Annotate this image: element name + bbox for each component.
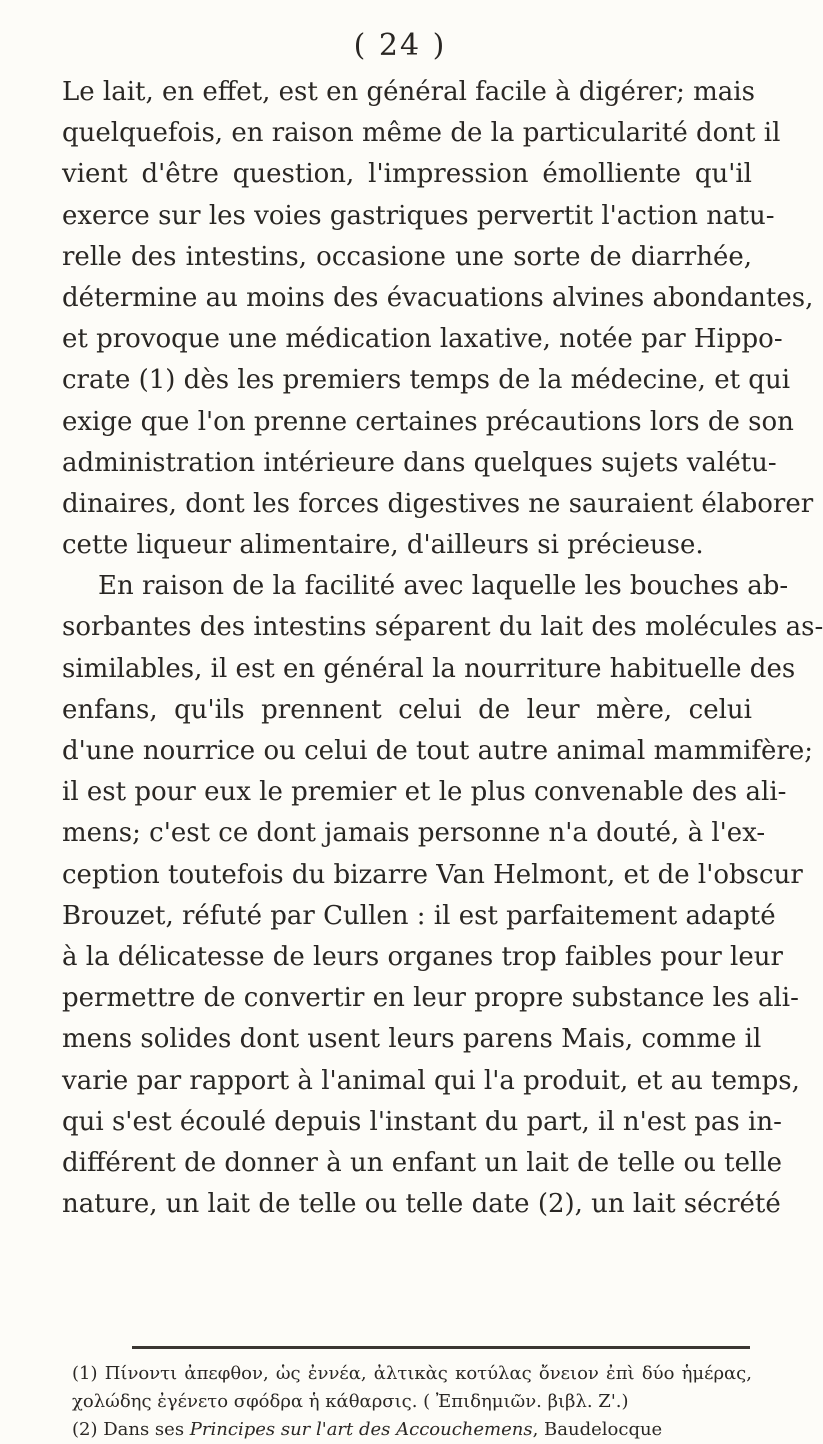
main-text: [62, 72, 823, 1225]
text-line: qui s'est écoulé depuis l'instant du part, il n'est pas in-: [62, 1106, 782, 1137]
text-line: Le lait, en effet, est en général facile à digérer; mais: [62, 77, 755, 107]
footnote-1-line-2: χολώδης ἐγένετο σφόδρα ἡ κάθαρσις. ( Ἐπιδημιῶν. βιβλ. Ζ'.): [72, 1391, 629, 1412]
text-line: permettre de convertir en leur propre substance les ali-: [62, 983, 799, 1014]
text-line: d'une nourrice ou celui de tout autre animal mammifère;: [62, 736, 814, 766]
text-line: sorbantes des intestins séparent du lait des molécules as-: [62, 612, 823, 643]
footnote-2-suffix: , Baudelocque: [532, 1419, 663, 1440]
text-line: exige que l'on prenne certaines précautions lors de son: [62, 406, 794, 437]
text-line: administration intérieure dans quelques sujets valétu-: [62, 447, 777, 478]
text-line: mens; c'est ce dont jamais personne n'a douté, à l'ex-: [62, 818, 766, 849]
text-line: détermine au moins des évacuations alvines abondantes,: [62, 282, 814, 313]
text-line: crate (1) dès les premiers temps de la médecine, et qui: [62, 365, 791, 396]
text-line: dinaires, dont les forces digestives ne sauraient élaborer: [62, 488, 814, 519]
text-line: relle des intestins, occasione une sorte de diarrhée,: [62, 241, 752, 272]
text-line: différent de donner à un enfant un lait de telle ou telle: [62, 1147, 783, 1178]
text-line: Brouzet, réfuté par Cullen : il est parfaitement adapté: [62, 900, 776, 931]
text-line: nature, un lait de telle ou telle date (2), un lait sécrété: [62, 1189, 781, 1220]
footnote-2: [62, 1416, 752, 1444]
text-line: exerce sur les voies gastriques pervertit l'action natu-: [62, 200, 775, 231]
text-line: ception toutefois du bizarre Van Helmont, et de l'obscur: [62, 859, 803, 890]
text-line: varie par rapport à l'animal qui l'a produit, et au temps,: [62, 1065, 800, 1096]
text-line: similables, il est en général la nourriture habituelle des: [62, 653, 796, 684]
text-line: et provoque une médication laxative, notée par Hippo-: [62, 324, 783, 355]
text-line: quelquefois, en raison même de la particularité dont il: [62, 118, 781, 149]
page-number: ( 24 ): [353, 28, 447, 63]
text-line: En raison de la facilité avec laquelle les bouches ab-: [98, 571, 789, 602]
text-line: enfans, qu'ils prennent celui de leur mère, celui: [62, 694, 752, 725]
text-line: vient d'être question, l'impression émolliente qu'il: [62, 159, 752, 190]
footnote-2-book-title: Principes sur l'art des Accouchemens: [189, 1419, 533, 1440]
footnote-2-prefix: (2) Dans ses: [72, 1419, 190, 1440]
text-line: il est pour eux le premier et le plus convenable des ali-: [62, 777, 787, 808]
text-line: mens solides dont usent leurs parens Mais, comme il: [62, 1024, 762, 1055]
footnotes: [62, 1360, 752, 1444]
footnote-rule: [132, 1346, 750, 1349]
text-line: à la délicatesse de leurs organes trop faibles pour leur: [62, 941, 783, 972]
text-line: cette liqueur alimentaire, d'ailleurs si précieuse.: [62, 530, 704, 561]
footnote-1-line-1: (1) Πίνοντι ἀπεφθον, ὡς ἐννέα, ἀλτικὰς κοτύλας ὄνειον ἐπὶ δύο ἡμέρας,: [72, 1363, 752, 1384]
